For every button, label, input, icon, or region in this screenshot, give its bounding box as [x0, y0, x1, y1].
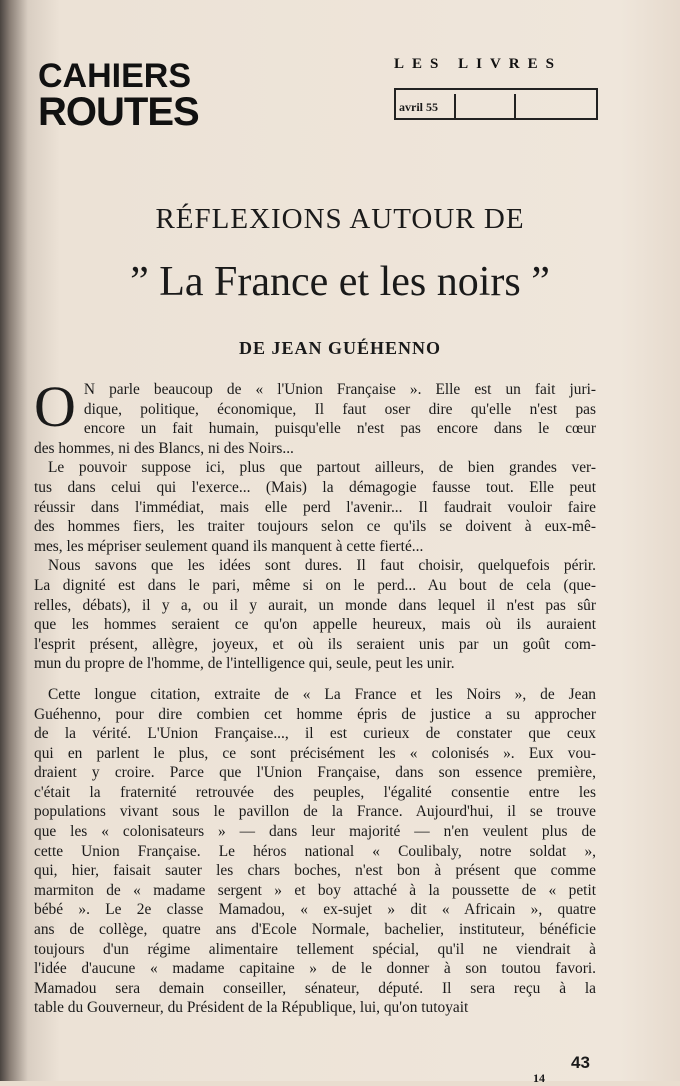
text-line: mes, les mépriser seulement quand ils manquent à cette fierté... [34, 537, 424, 555]
text-line: des hommes, ni des Blancs, ni des Noirs... [34, 439, 294, 457]
text-line: mun du propre de l'homme, de l'intelligence qui, seule, peut les unir. [34, 655, 455, 673]
text-line: Nous savons que les idées sont dures. Il faut choisir, quelquefois périr. [48, 557, 596, 575]
article-byline: DE JEAN GUÉHENNO [238, 338, 442, 358]
article-body [34, 374, 596, 1018]
text-line: Cette longue citation, extraite de « La France et les Noirs », de Jean [48, 685, 596, 703]
text-line: Le pouvoir suppose ici, plus que partout ailleurs, de bien grandes ver- [48, 459, 596, 477]
date-box-divider [514, 94, 516, 118]
drop-cap: O [34, 374, 76, 439]
magazine-logo [38, 57, 199, 134]
text-line: l'esprit présent, allègre, joyeux, et où ils seraient unis par un goût com- [34, 635, 596, 653]
text-line: Guéhenno, pour dire combien cet homme épris de justice a su approcher [34, 705, 596, 723]
paragraph-intro [34, 374, 596, 458]
page-number: 43 [571, 1053, 590, 1072]
text-line: des hommes fiers, les traiter toujours selon ce qu'ils se doivent à eux-mê- [34, 518, 596, 536]
signature-number: 14 [533, 1071, 545, 1085]
text-line: qui en parlent le plus, ce sont précisément les « colonisés ». Eux vou- [34, 744, 596, 762]
text-line: tus dans celui qui l'exerce... (Mais) la démagogie fausse tout. Elle peut [34, 478, 596, 496]
article-title-line2: ” La France et les noirs ” [130, 259, 550, 305]
section-heading: LES LIVRES [394, 56, 562, 72]
paragraph-quote-3 [34, 556, 596, 674]
text-line: ans de collège, quatre ans d'Ecole Normale, bachelier, instituteur, bénéficie [34, 921, 596, 939]
paragraph-commentary [34, 685, 596, 1018]
text-line: dique, politique, économique, Il faut oser dire qu'elle n'est pas [83, 400, 596, 418]
issue-date: avril 55 [399, 100, 438, 114]
issue-date-box [394, 88, 598, 120]
text-line: marmiton de « madame sergent » et boy attaché à la poussette de « petit [34, 881, 596, 899]
text-line: N parle beaucoup de « l'Union Française ». Elle est un fait juri- [83, 381, 596, 398]
logo-line-routes: ROUTES [38, 90, 199, 134]
text-line: Mamadou sera demain conseiller, sénateur, député. Il sera reçu à la [34, 979, 596, 997]
paragraph-gap [34, 674, 596, 685]
paragraph-quote-2 [34, 458, 596, 556]
text-line: table du Gouverneur, du Président de la République, lui, qu'on tutoyait [34, 999, 469, 1017]
text-line: relles, débats), il y a, ou il y aurait, un monde dans lequel il n'est pas sûr [34, 596, 596, 614]
text-line: de la vérité. L'Union Française..., il est curieux de constater que ceux [34, 725, 596, 743]
logo-line-cahiers: CAHIERS [38, 57, 192, 95]
text-line: qui, hier, faisait sauter les chars boches, n'est bon à présent que comme [34, 862, 596, 880]
date-box-divider [454, 94, 456, 118]
text-line: encore un fait humain, puisqu'elle n'est pas encore dans le cœur [83, 420, 596, 438]
article-title-line1: RÉFLEXIONS AUTOUR DE [155, 203, 525, 235]
text-line: que les « colonisateurs » — dans leur majorité — n'en veulent plus de [34, 823, 596, 841]
text-line: cette Union Française. Le héros national « Coulibaly, notre soldat », [34, 842, 596, 860]
text-line: draient y croire. Parce que l'Union Française, dans son essence première, [34, 764, 596, 782]
text-line: réussir dans l'immédiat, mais elle perd l'avenir... Il faudrait vouloir faire [34, 498, 596, 516]
text-line: l'idée d'aucune « madame capitaine » de le donner à son toutou favori. [34, 960, 596, 978]
text-line: La dignité est dans le pari, même si on le perd... Au bout de cela (que- [34, 576, 596, 594]
text-line: que les hommes seraient ce qu'on appelle heureux, mais où ils auraient [34, 616, 596, 634]
text-line: toujours d'un régime alimentaire tellement spécial, qu'il ne viendrait à [34, 940, 596, 958]
text-line: c'était la fraternité retrouvée des peuples, l'égalité consentie entre les [34, 783, 596, 801]
text-line: populations vivant sous le pavillon de la France. Aujourd'hui, il se trouve [34, 803, 596, 821]
text-line: bébé ». Le 2e classe Mamadou, « ex-sujet » dit « Africain », quatre [34, 901, 596, 919]
